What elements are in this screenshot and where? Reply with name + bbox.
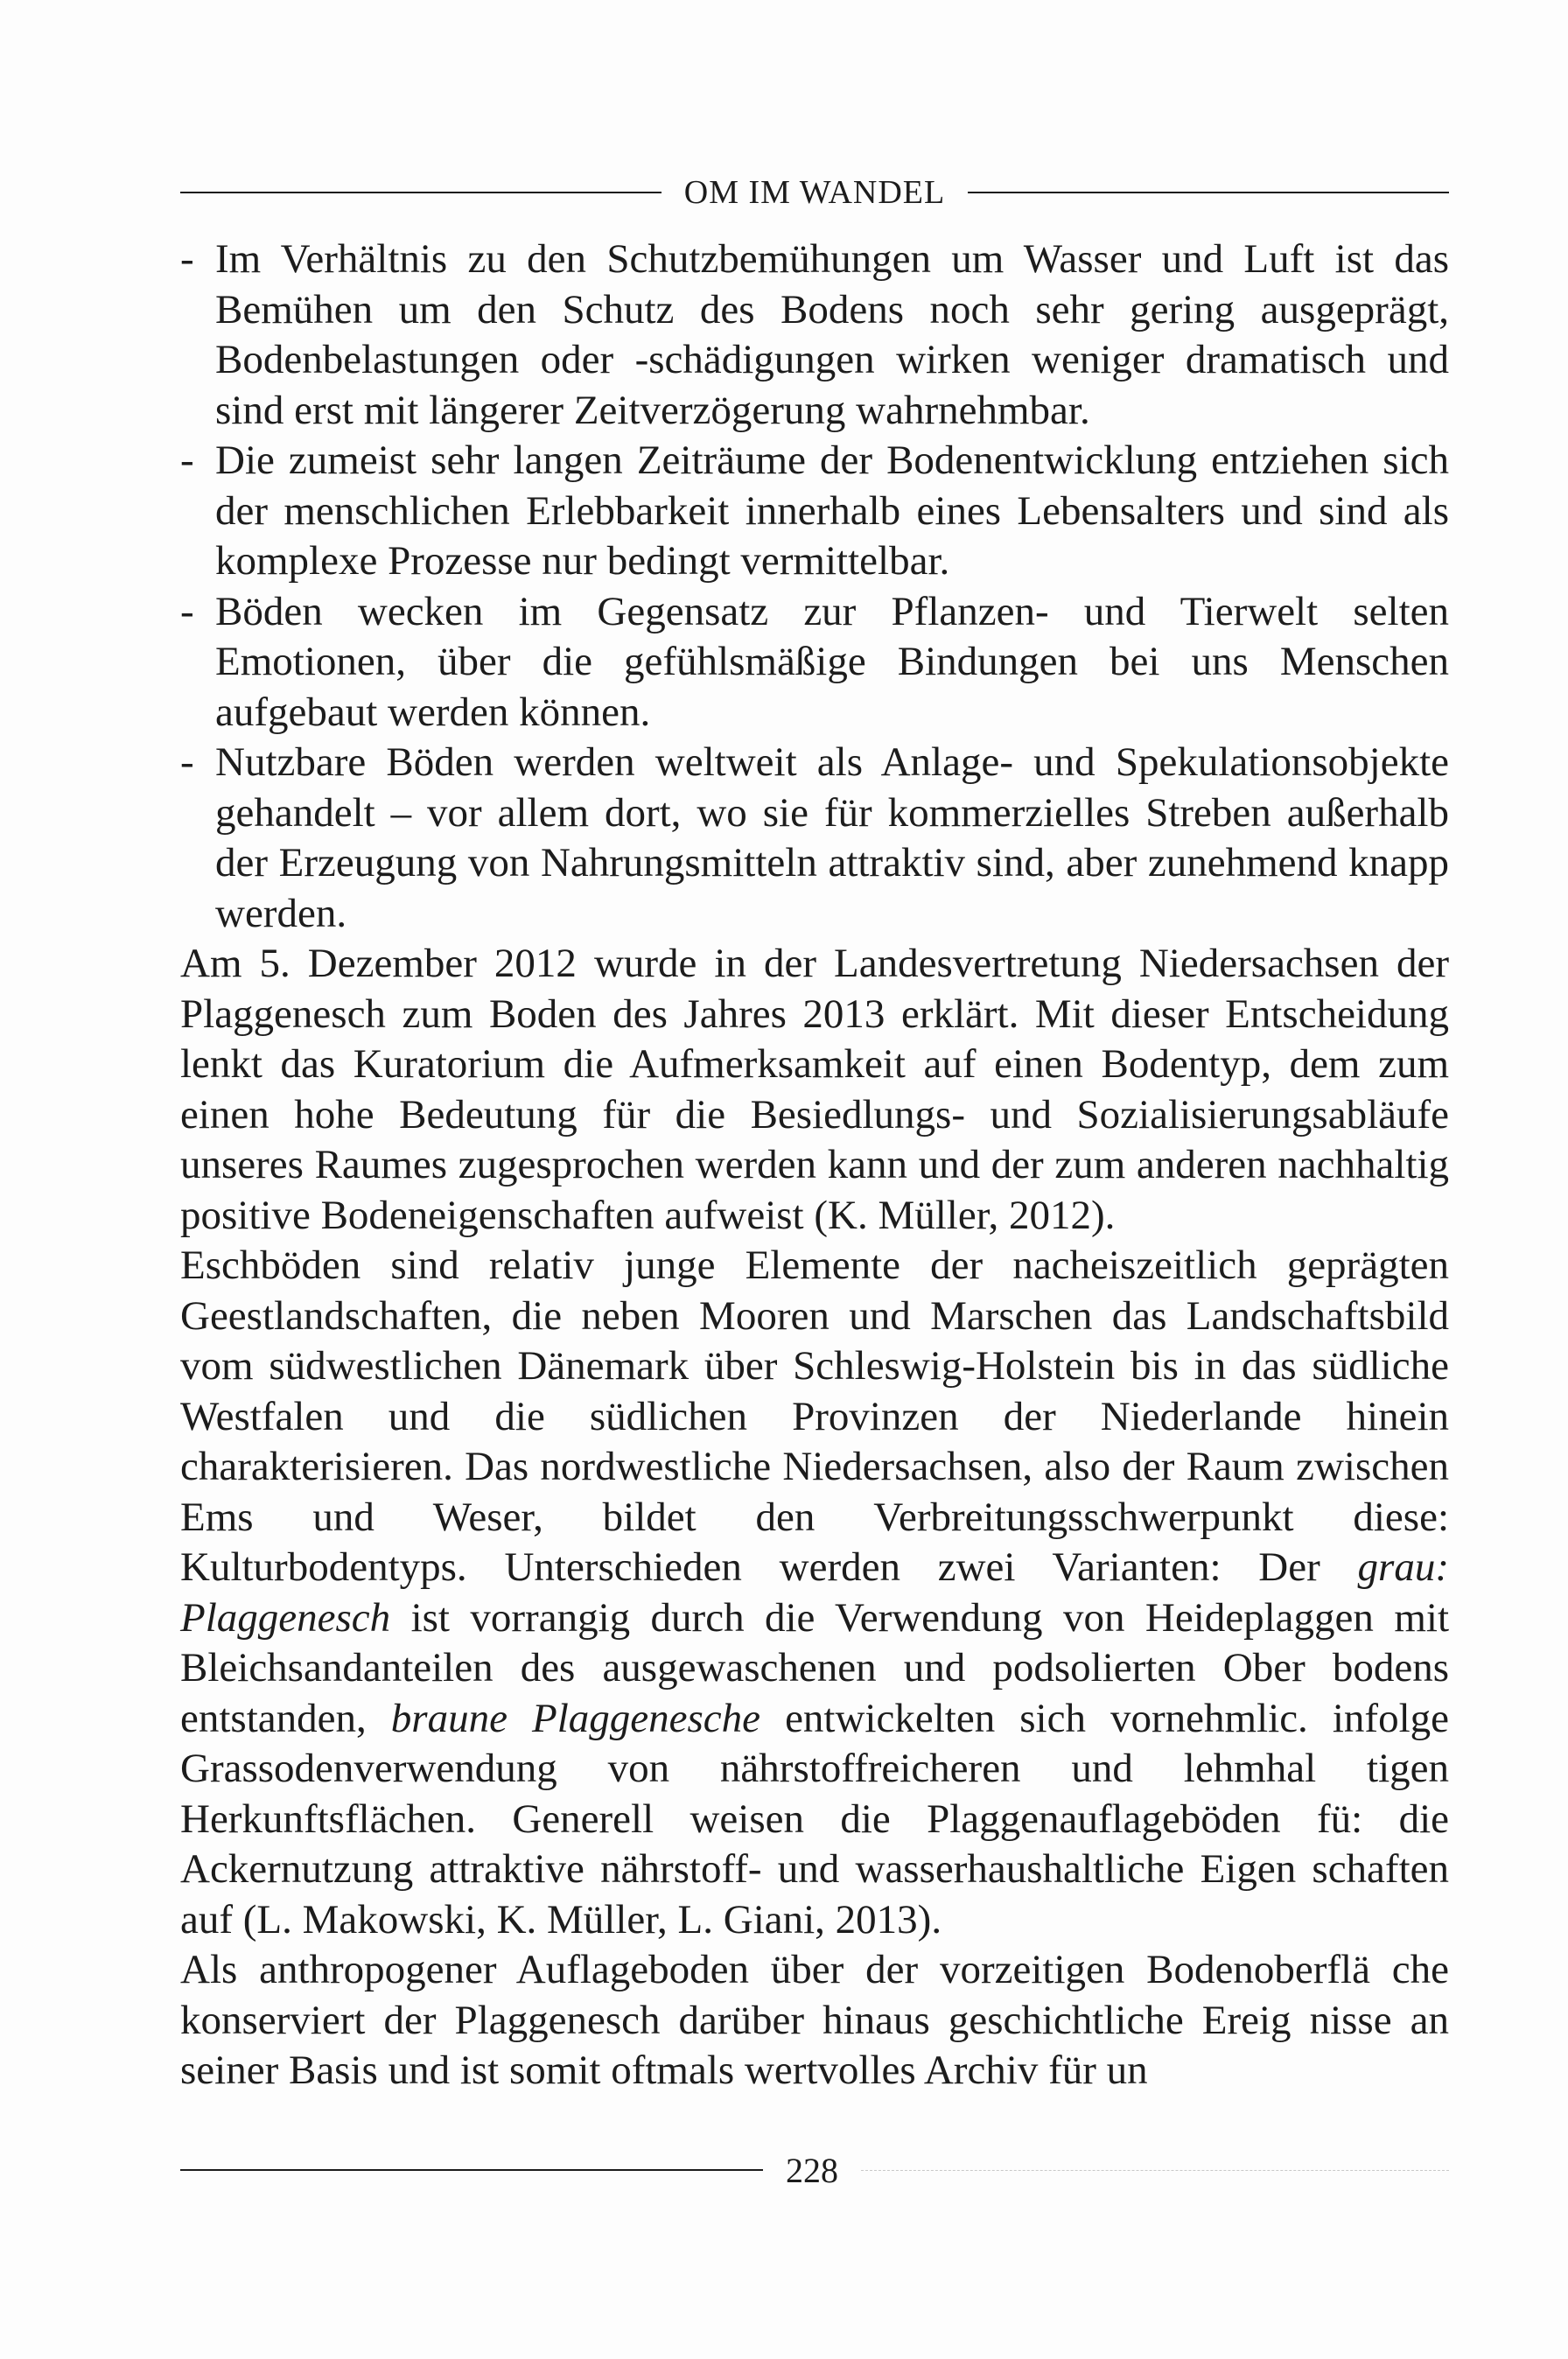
paragraph-boden-des-jahres: Am 5. Dezember 2012 wurde in der Landesvertretung Niedersachsen der Plaggenesch zum Boden des Jahres 2013 erklärt. Mit dieser Entscheidung lenkt das Kuratorium die Aufmerksamkeit auf einen Bodentyp, dem zum einen hohe Bedeutung für die Besiedlungs- und Sozialisierungsabläufe unseres Raumes zugesprochen werden kann und der zum anderen nachhaltig positive Bodeneigenschaften aufweist (K. Müller, 2012). [180, 941, 1449, 1238]
footer-rule-right [861, 2170, 1449, 2171]
running-header [180, 166, 1449, 219]
italic-term: braune Plaggenesche [390, 1695, 761, 1741]
bullet-dash: - [180, 438, 194, 483]
bullet-item [180, 587, 1449, 738]
paragraph-auflageboden: Als anthropogener Auflageboden über der vorzeitigen Bodenoberflä che konserviert der Plaggenesch darüber hinaus geschichtliche Ereig nisse an seiner Basis und ist somit oftmals wertvolles Archiv für un [180, 1947, 1449, 2093]
bullet-dash: - [180, 588, 194, 634]
bullet-dash: - [180, 236, 194, 282]
paragraph-text: ist vorrangig durch die Verwendung von Heideplaggen mit Bleichsandanteilen des ausgewaschenen und podsolierten Ober bodens entstanden, [180, 1594, 1449, 1741]
bullet-item [180, 738, 1449, 939]
bullet-text: Die zumeist sehr langen Zeiträume der Bodenentwicklung entziehen sich der menschlichen Erlebbarkeit innerhalb eines Lebensalters und sind als komplexe Prozesse nur bedingt vermittelbar. [215, 438, 1449, 584]
bullet-text: Böden wecken im Gegensatz zur Pflanzen- und Tierwelt selten Emotionen, über die gefühlsmäßige Bindungen bei uns Menschen aufgebaut werden können. [215, 588, 1449, 735]
header-rule-right [968, 192, 1449, 193]
paragraph-text: Eschböden sind relativ junge Elemente der nacheiszeitlich geprägten Geestlandschaften, die neben Mooren und Marschen das Landschaftsbild vom südwestlichen Dänemark über Schleswig-Holstein bis in das südliche Westfalen und die südlichen Provinzen der Niederlande hinein charakterisieren. Das nordwestliche Niedersachsen, also der Raum zwischen Ems und Weser, bildet den Verbreitungsschwerpunkt diese: Kulturbodentyps. Unterschieden werden zwei Varianten: Der [180, 1242, 1449, 1590]
paragraph-eschboeden [180, 1241, 1449, 1945]
page-number: 228 [786, 2150, 838, 2190]
header-rule-left [180, 192, 662, 193]
paragraph-text: entwickelten sich vornehmlic. infolge Grassodenverwendung von nährstoffreicheren und lehmhal tigen Herkunftsflächen. Generell weisen die Plaggenauflageböden fü: die Ackernutzung attraktive nährstoff- und wasserhaushaltliche Eigen schaften auf (L. Makowski, K. Müller, L. Giani, 2013). [180, 1695, 1449, 1942]
bullet-item [180, 436, 1449, 587]
body-text [180, 234, 1449, 2096]
bullet-item [180, 234, 1449, 436]
italic-term: grau: Plaggenesch [180, 1544, 1449, 1641]
footer-rule-left [180, 2169, 763, 2171]
page-footer [180, 2144, 1449, 2196]
running-header-title: OM IM WANDEL [683, 174, 946, 211]
bullet-text: Im Verhältnis zu den Schutzbemühungen um Wasser und Luft ist das Bemühen um den Schutz des Bodens noch sehr gering ausgeprägt, Bodenbelastungen oder -schädigungen wirken weniger dramatisch und sind erst mit längerer Zeitverzögerung wahrnehmbar. [215, 236, 1449, 433]
bullet-text: Nutzbare Böden werden weltweit als Anlage- und Spekulationsobjekte gehandelt – vor allem dort, wo sie für kommerzielles Streben außerhalb der Erzeugung von Nahrungsmitteln attraktiv sind, aber zunehmend knapp werden. [215, 739, 1449, 936]
bullet-dash: - [180, 739, 194, 785]
